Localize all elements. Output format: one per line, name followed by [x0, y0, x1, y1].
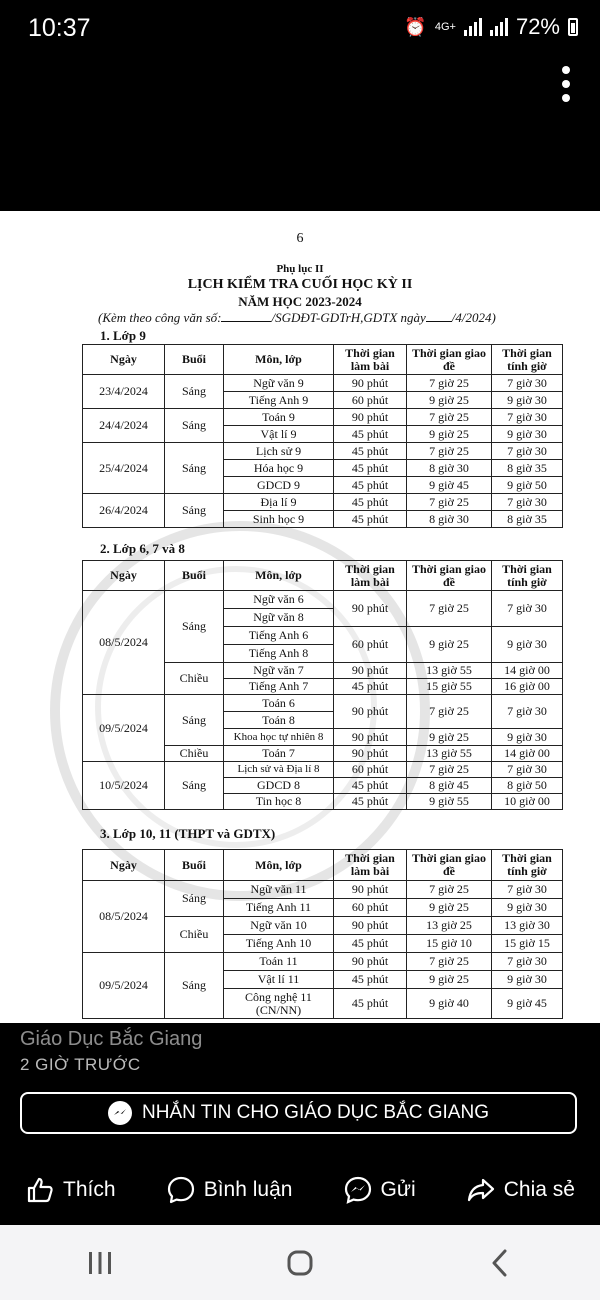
- post-meta: [20, 1028, 202, 1075]
- table-row: 08/5/2024 Sáng Ngữ văn 11 90 phút 7 giờ 25 7 giờ 30: [83, 881, 563, 899]
- table-row: Vật lí 9 45 phút 9 giờ 25 9 giờ 30: [83, 426, 563, 443]
- signal-icon: [490, 18, 508, 36]
- table-row: Tiếng Anh 7 45 phút 15 giờ 55 16 giờ 00: [83, 679, 563, 695]
- like-icon: [25, 1175, 55, 1205]
- attached-note: [98, 310, 496, 326]
- table-row: Tiếng Anh 11 60 phút 9 giờ 25 9 giờ 30: [83, 899, 563, 917]
- header-duration: Thời gian làm bài: [334, 345, 407, 375]
- table-row: 09/5/2024 Sáng Toán 6 90 phút 7 giờ 25 7 giờ 30: [83, 695, 563, 712]
- section-title: 2. Lớp 6, 7 và 8: [100, 541, 185, 556]
- battery-icon: [568, 18, 578, 36]
- table-row: Chiều Ngữ văn 10 90 phút 13 giờ 25 13 giờ 30: [83, 917, 563, 935]
- status-indicators: [404, 14, 578, 40]
- send-icon: [343, 1175, 373, 1205]
- header-session: Buổi: [165, 345, 224, 375]
- post-author[interactable]: Giáo Dục Bắc Giang: [20, 1028, 203, 1050]
- share-button[interactable]: [466, 1175, 575, 1205]
- table-row: Tiếng Anh 10 45 phút 15 giờ 10 15 giờ 15: [83, 935, 563, 953]
- table-row: Ngữ văn 8: [83, 609, 563, 627]
- table-row: Sinh học 9 45 phút 8 giờ 30 8 giờ 35: [83, 511, 563, 528]
- table-row: Hóa học 9 45 phút 8 giờ 30 8 giờ 35: [83, 460, 563, 477]
- send-label: Gửi: [380, 1178, 416, 1201]
- document-title: LỊCH KIỂM TRA CUỐI HỌC KỲ II: [187, 277, 413, 292]
- table-row: Tin học 8 45 phút 9 giờ 55 10 giờ 00: [83, 794, 563, 810]
- signal-icon: [464, 18, 482, 36]
- status-bar: [0, 0, 600, 58]
- attached-ref: /SGDĐT-GDTrH,GDTX ngày: [271, 310, 426, 325]
- section-title: 3. Lớp 10, 11 (THPT và GDTX): [100, 826, 276, 841]
- table-row: 10/5/2024 Sáng Lịch sử và Địa lí 8 60 phút 7 giờ 25 7 giờ 30: [83, 762, 563, 778]
- messenger-icon: [108, 1101, 132, 1125]
- table-row: 09/5/2024 Sáng Toán 11 90 phút 7 giờ 25 7 giờ 30: [83, 953, 563, 971]
- table-row: Vật lí 11 45 phút 9 giờ 25 9 giờ 30: [83, 971, 563, 989]
- table-row: Tiếng Anh 6 60 phút 9 giờ 25 9 giờ 30: [83, 627, 563, 645]
- table-row: Chiều Ngữ văn 7 90 phút 13 giờ 55 14 giờ 00: [83, 663, 563, 679]
- table-row: GDCD 9 45 phút 9 giờ 45 9 giờ 50: [83, 477, 563, 494]
- table-row: 26/4/2024 Sáng Địa lí 9 45 phút 7 giờ 25 7 giờ 30: [83, 494, 563, 511]
- table-row: Khoa học tự nhiên 8 90 phút 9 giờ 25 9 giờ 30: [83, 729, 563, 746]
- battery-percent: 72%: [515, 14, 560, 39]
- comment-label: Bình luận: [203, 1178, 293, 1201]
- send-button[interactable]: [343, 1175, 416, 1205]
- comment-icon: [166, 1175, 196, 1205]
- table-row: 23/4/2024 Sáng Ngữ văn 9 90 phút 7 giờ 25 7 giờ 30: [83, 375, 563, 392]
- network-type: 4G+: [434, 20, 456, 33]
- message-button[interactable]: [20, 1092, 577, 1134]
- page-number: 6: [296, 231, 304, 246]
- table-row: 24/4/2024 Sáng Toán 9 90 phút 7 giờ 25 7 giờ 30: [83, 409, 563, 426]
- header-start: Thời gian tính giờ: [492, 345, 563, 375]
- table-row: Chiều Toán 7 90 phút 13 giờ 55 14 giờ 00: [83, 746, 563, 762]
- share-icon: [466, 1175, 496, 1205]
- message-button-label: NHẮN TIN CHO GIÁO DỤC BẮC GIANG: [142, 1102, 489, 1123]
- comment-button[interactable]: [166, 1175, 293, 1205]
- post-time: 2 GIỜ TRƯỚC: [20, 1055, 141, 1074]
- document-image[interactable]: [0, 211, 600, 1023]
- appendix-label: Phụ lục II: [276, 263, 324, 275]
- alarm-icon: ⏰: [404, 16, 427, 37]
- school-year: NĂM HỌC 2023-2024: [238, 294, 362, 309]
- table-row: 25/4/2024 Sáng Lịch sử 9 45 phút 7 giờ 25 7 giờ 30: [83, 443, 563, 460]
- table-row: Công nghệ 11 (CN/NN) 45 phút 9 giờ 40 9 giờ 45: [83, 989, 563, 1019]
- recent-apps-button[interactable]: [70, 1238, 130, 1288]
- table-row: Toán 8: [83, 712, 563, 729]
- schedule-table-grade9: [82, 344, 563, 528]
- header-subject: Môn, lớp: [224, 345, 334, 375]
- back-button[interactable]: [470, 1238, 530, 1288]
- home-icon: [285, 1248, 315, 1278]
- attached-prefix: (Kèm theo công văn số:: [98, 310, 222, 325]
- schedule-table-grade678: Ngày Buổi Môn, lớp Thời gian làm bài Thời gian giao đề Thời gian tính giờ 08/5/2024 Sáng Ngữ văn 6 90 phút 7 giờ 25 7 giờ 30 Ngữ văn 8 Tiếng Anh 6 60 phút 9 giờ 25 9 giờ 30 Tiếng Anh 8 Chiều Ngữ văn 7 90 phút 13 giờ 55 14 giờ 00 Tiếng Anh 7 45 phút 15 giờ 55 16 giờ 00 09/5/2024 Sáng Toán 6 90 phút 7 giờ 25 7 giờ 30 Toán 8 Khoa học tự nhiên 8 90 phút 9 giờ 25 9 giờ 30 Chiều Toán 7 90 phút 13 giờ 55 14 giờ 00 10/5/2024 Sáng Lịch sử và Địa lí 8 60 phút 7 giờ 25 7 giờ 30 GDCD 8 45 phút 8 giờ 45 8 giờ 50 Tin học 8 45 phút 9 giờ 55 10 giờ 00: [82, 560, 563, 810]
- section-title: 1. Lớp 9: [100, 328, 146, 343]
- like-button[interactable]: [25, 1175, 116, 1205]
- share-label: Chia sẻ: [503, 1178, 575, 1201]
- post-actions: [0, 1165, 600, 1215]
- navigation-bar: [0, 1225, 600, 1300]
- attached-date: /4/2024): [451, 310, 496, 325]
- back-icon: [489, 1248, 511, 1278]
- more-options-icon[interactable]: [560, 66, 572, 102]
- recent-apps-icon: [86, 1250, 114, 1276]
- like-label: Thích: [63, 1178, 116, 1201]
- table-row: Tiếng Anh 9 60 phút 9 giờ 25 9 giờ 30: [83, 392, 563, 409]
- table-row: 08/5/2024 Sáng Ngữ văn 6 90 phút 7 giờ 25 7 giờ 30: [83, 591, 563, 609]
- schedule-table-grade1011: Ngày Buổi Môn, lớp Thời gian làm bài Thời gian giao đề Thời gian tính giờ 08/5/2024 Sáng Ngữ văn 11 90 phút 7 giờ 25 7 giờ 30 Tiếng Anh 11 60 phút 9 giờ 25 9 giờ 30 Chiều Ngữ văn 10 90 phút 13 giờ 25 13 giờ 30 Tiếng Anh 10 45 phút 15 giờ 10 15 giờ 15 09/5/2024 Sáng Toán 11 90 phút 7 giờ 25 7 giờ 30 Vật lí 11 45 phút 9 giờ 25 9 giờ 30 Công nghệ 11 (CN/NN) 45 phút 9 giờ 40 9 giờ 45: [82, 849, 563, 1019]
- status-time: 10:37: [28, 14, 91, 42]
- table-row: Tiếng Anh 8: [83, 645, 563, 663]
- header-handout: Thời gian giao đề: [407, 345, 492, 375]
- home-button[interactable]: [270, 1238, 330, 1288]
- table-row: GDCD 8 45 phút 8 giờ 45 8 giờ 50: [83, 778, 563, 794]
- header-date: Ngày: [83, 345, 165, 375]
